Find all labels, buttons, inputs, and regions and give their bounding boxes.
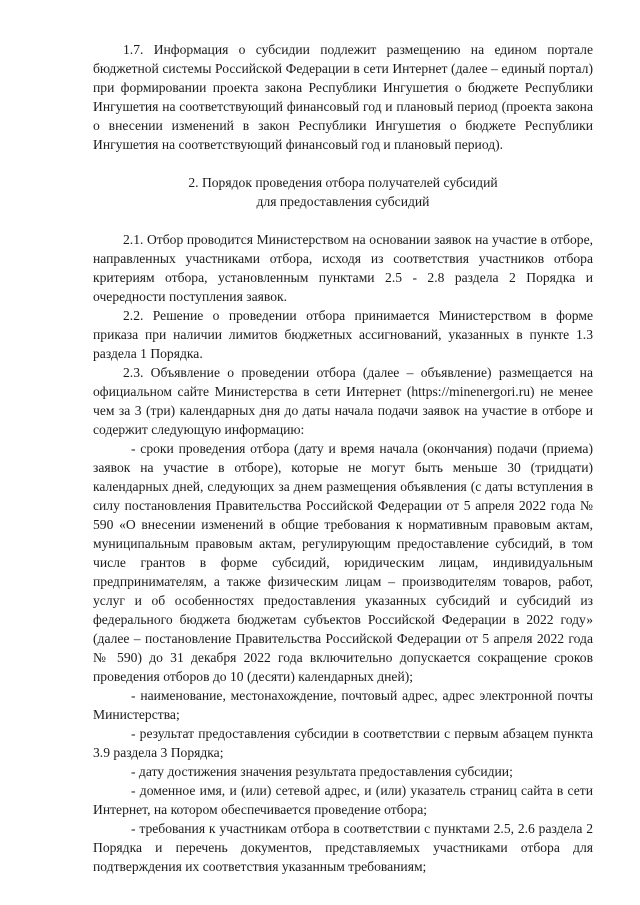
bullet-item-participant-requirements: - требования к участникам отбора в соответствии с пунктами 2.5, 2.6 раздела 2 Порядка и перечень документов, представляемых участниками отбора для подтверждения их соответствия указанным требованиям; <box>93 821 593 874</box>
bullet-item-domain-name: - доменное имя, и (или) сетевой адрес, и (или) указатель страниц сайта в сети Интернет, на котором обеспечивается проведение отбора; <box>93 783 593 817</box>
section-heading-line-2: для предоставления субсидий <box>256 194 430 209</box>
paragraph-2-3: 2.3. Объявление о проведении отбора (далее – объявление) размещается на официальном сайте Министерства в сети Интернет (https://minenergori.ru) не менее чем за 3 (три) календарных дня до даты начала подачи заявок на участие в отборе и содержит следующую информацию: <box>93 365 593 437</box>
document-body <box>93 40 593 876</box>
bullet-item-ministry-contacts: - наименование, местонахождение, почтовый адрес, адрес электронной почты Министерства; <box>93 688 593 722</box>
bullet-item-result-date: - дату достижения значения результата предоставления субсидии; <box>131 764 513 779</box>
bullet-item-deadlines: - сроки проведения отбора (дату и время начала (окончания) подачи (приема) заявок на участие в отборе), которые не могут быть меньше 30 (тридцати) календарных дней, следующих за днем размещения объявления (с даты вступления в силу постановления Правительства Российской Федерации от 5 апреля 2022 года № 590 «О внесении изменений в общие требования к нормативным правовым актам, муниципальным правовым актам, регулирующим предоставление субсидий, в том числе грантов в форме субсидий, юридическим лицам, индивидуальным предпринимателям, а также физическим лицам – производителям товаров, работ, услуг и об особенностях предоставления указанных субсидий и субсидий из федерального бюджета бюджетам субъектов Российской Федерации в 2022 году» (далее – постановление Правительства Российской Федерации от 5 апреля 2022 года № 590) до 31 декабря 2022 года включительно допускается сокращение сроков проведения отборов до 10 (десяти) календарных дней); <box>93 441 593 684</box>
bullet-item-subsidy-result: - результат предоставления субсидии в соответствии с первым абзацем пункта 3.9 раздела 3 Порядка; <box>93 726 593 760</box>
section-heading-line-1: 2. Порядок проведения отбора получателей субсидий <box>188 175 498 190</box>
paragraph-2-1: 2.1. Отбор проводится Министерством на основании заявок на участие в отборе, направленных участниками отбора, исходя из соответствия участников отбора критериям отбора, установленным пунктами 2.5 - 2.8 раздела 2 Порядка и очередности поступления заявок. <box>93 232 593 304</box>
paragraph-1-7: 1.7. Информация о субсидии подлежит размещению на едином портале бюджетной системы Российской Федерации в сети Интернет (далее – единый портал) при формировании проекта закона Республики Ингушетия о бюджете Республики Ингушетия на соответствующий финансовый год и плановый период (проекта закона о внесении изменений в закон Республики Ингушетия о бюджете Республики Ингушетия на соответствующий финансовый год и плановый период). <box>93 42 593 152</box>
paragraph-2-2: 2.2. Решение о проведении отбора принимается Министерством в форме приказа при наличии лимитов бюджетных ассигнований, указанных в пункте 1.3 раздела 1 Порядка. <box>93 308 593 361</box>
